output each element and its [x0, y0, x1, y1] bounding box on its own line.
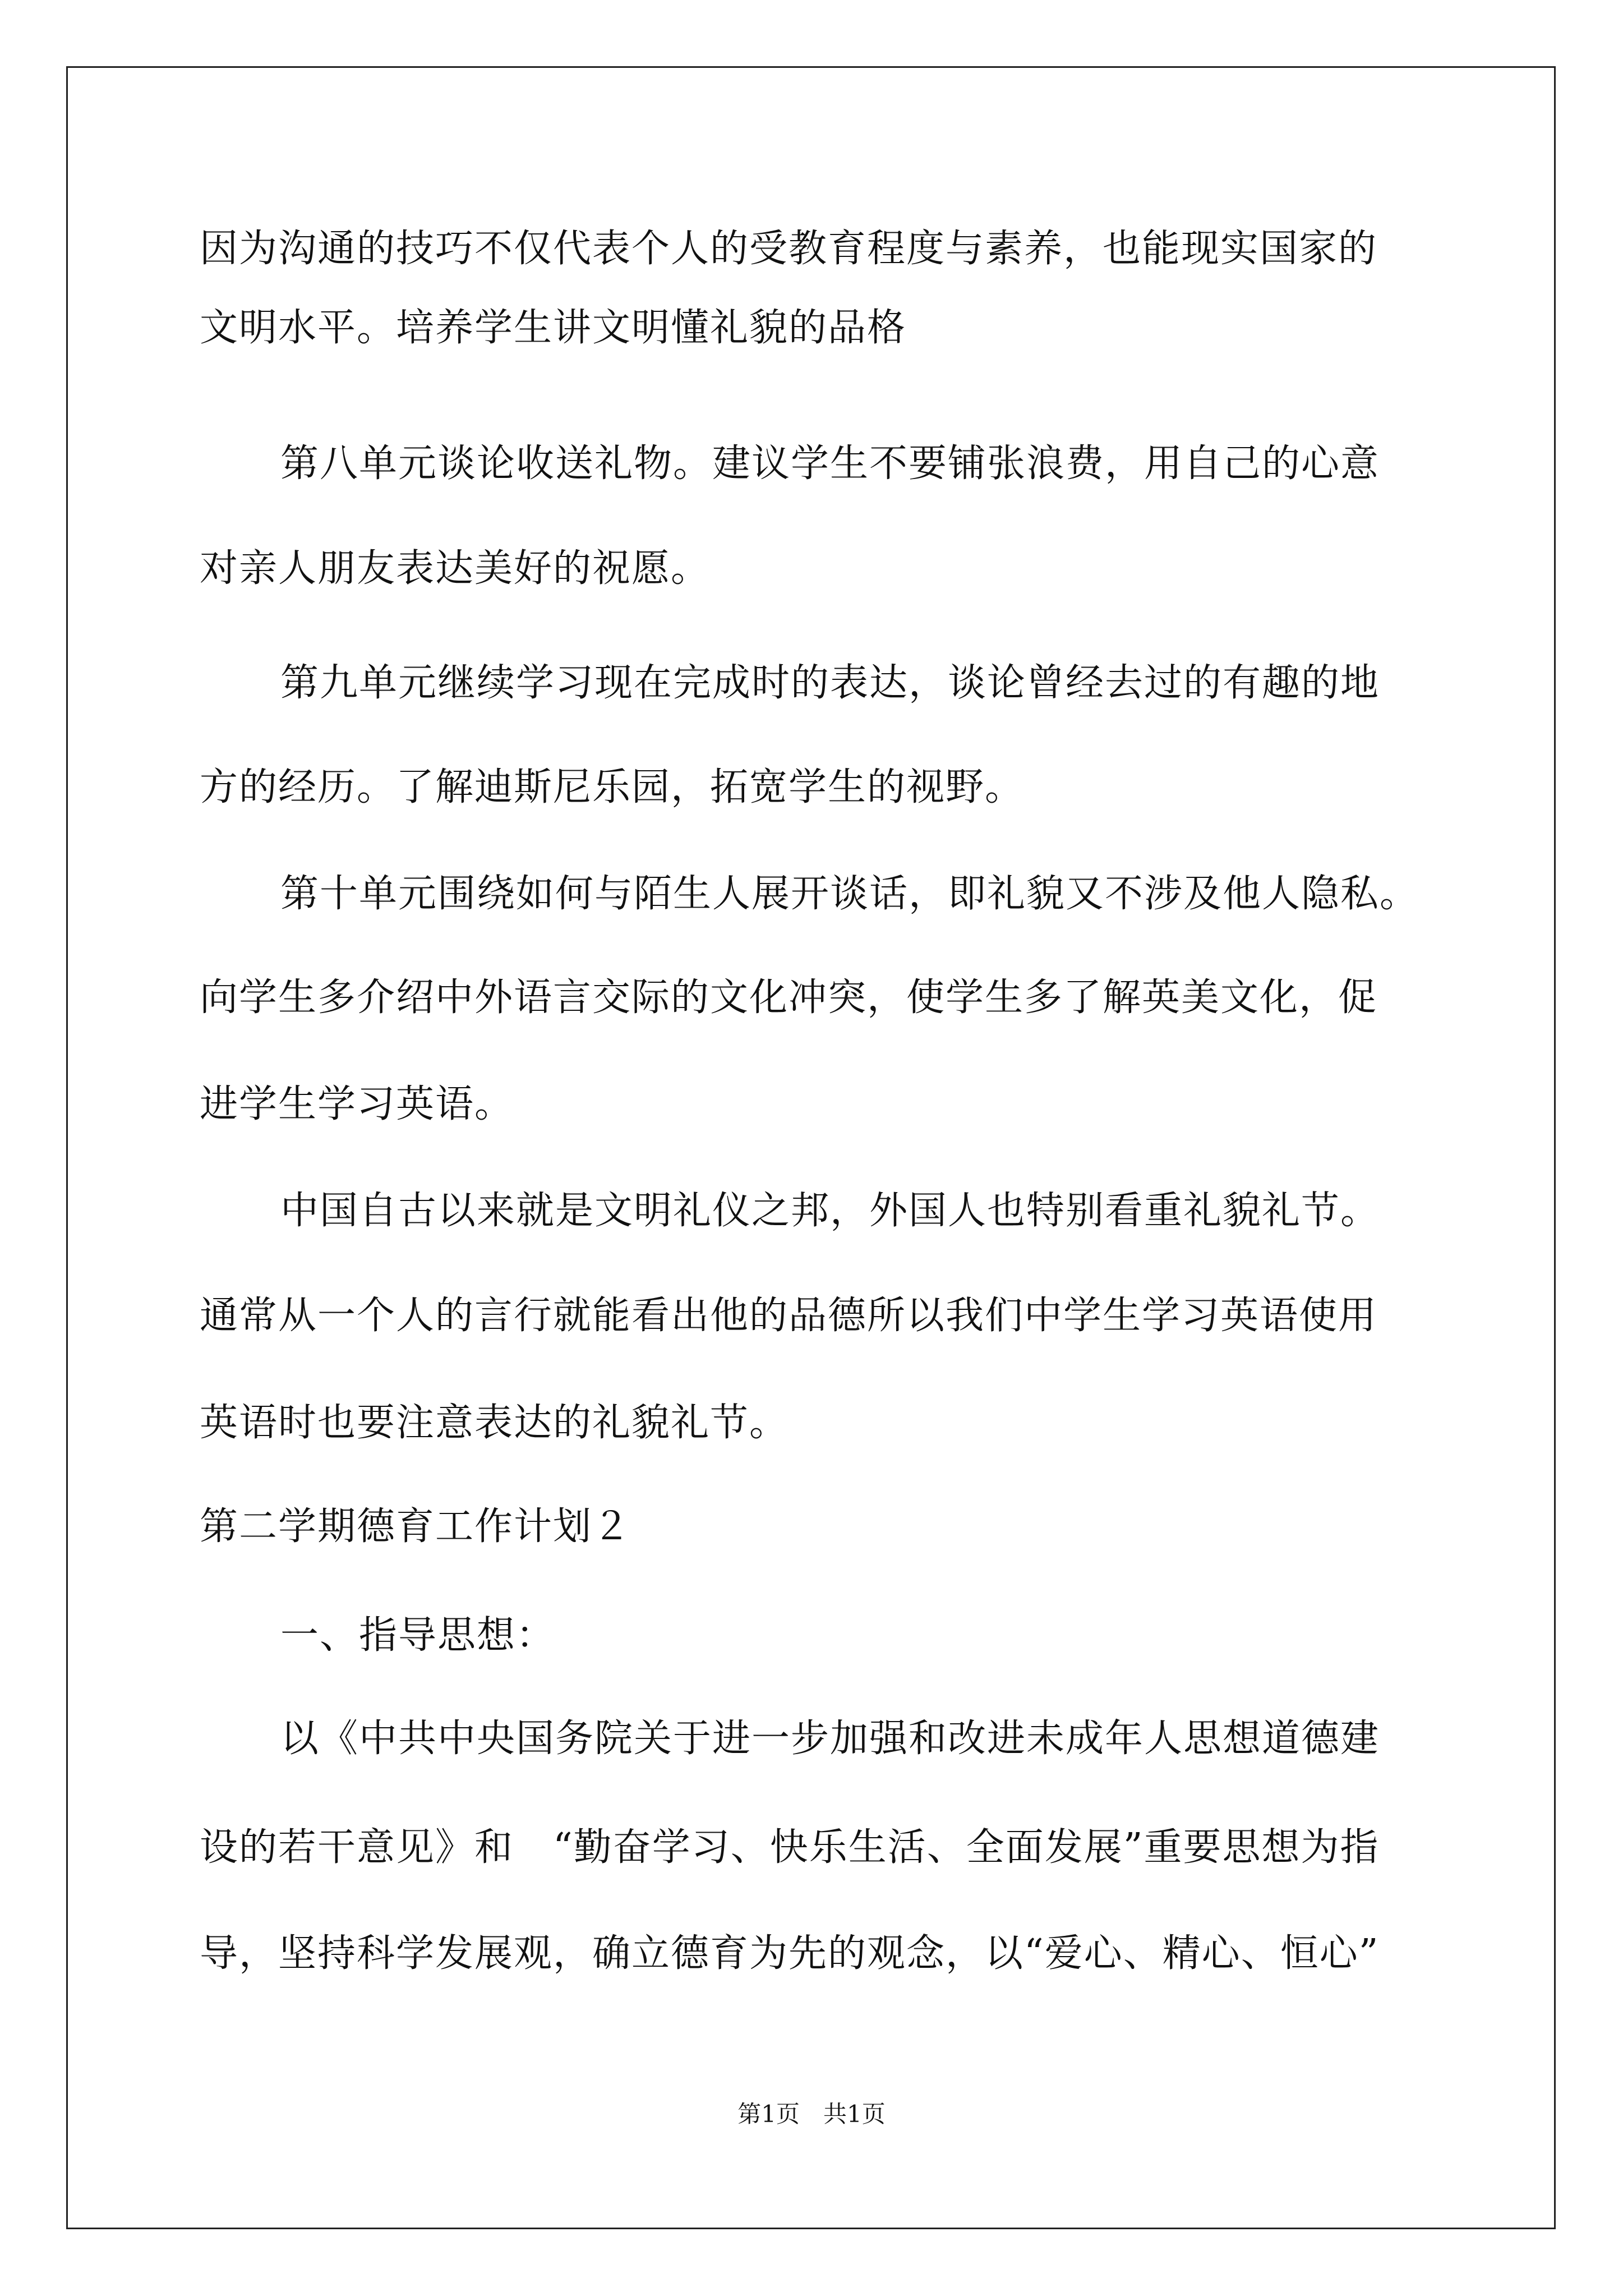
- paragraph-line-4: 对亲人朋友表达美好的祝愿。: [200, 546, 711, 591]
- paragraph-line-7: 第十单元围绕如何与陌生人展开谈话，即礼貌又不涉及他人隐私。: [280, 872, 1419, 916]
- paragraph-line-8: 向学生多介绍中外语言交际的文化冲突，使学生多了解英美文化，促: [200, 976, 1378, 1020]
- paragraph-line-13: 以《中共中央国务院关于进一步加强和改进未成年人思想道德建: [280, 1717, 1380, 1761]
- paragraph-line-11: 通常从一个人的言行就能看出他的品德所以我们中学生学习英语使用: [200, 1294, 1378, 1338]
- paragraph-line-15: 导，坚持科学发展观，确立德育为先的观念，以“爱心、精心、恒心”: [200, 1931, 1380, 1976]
- paragraph-line-1: 因为沟通的技巧不仅代表个人的受教育程度与素养，也能现实国家的: [200, 227, 1378, 271]
- paragraph-line-6: 方的经历。了解迪斯尼乐园，拓宽学生的视野。: [200, 765, 1025, 809]
- subheading: 一、指导思想：: [280, 1613, 556, 1658]
- paragraph-line-12: 英语时也要注意表达的礼貌礼节。: [200, 1401, 789, 1445]
- paragraph-line-9: 进学生学习英语。: [200, 1082, 514, 1126]
- paragraph-line-14: 设的若干意见》和 “勤奋学习、快乐生活、全面发展”重要思想为指: [200, 1825, 1380, 1870]
- paragraph-line-3: 第八单元谈论收送礼物。建议学生不要铺张浪费，用自己的心意: [280, 441, 1380, 486]
- section-heading: 第二学期德育工作计划２: [200, 1504, 632, 1549]
- paragraph-line-5: 第九单元继续学习现在完成时的表达，谈论曾经去过的有趣的地: [280, 661, 1380, 705]
- page-footer: 第1页 共1页: [737, 2100, 886, 2128]
- page-border: [66, 66, 1556, 2229]
- paragraph-line-10: 中国自古以来就是文明礼仪之邦，外国人也特别看重礼貌礼节。: [280, 1189, 1380, 1233]
- paragraph-line-2: 文明水平。培养学生讲文明懂礼貌的品格: [200, 306, 907, 350]
